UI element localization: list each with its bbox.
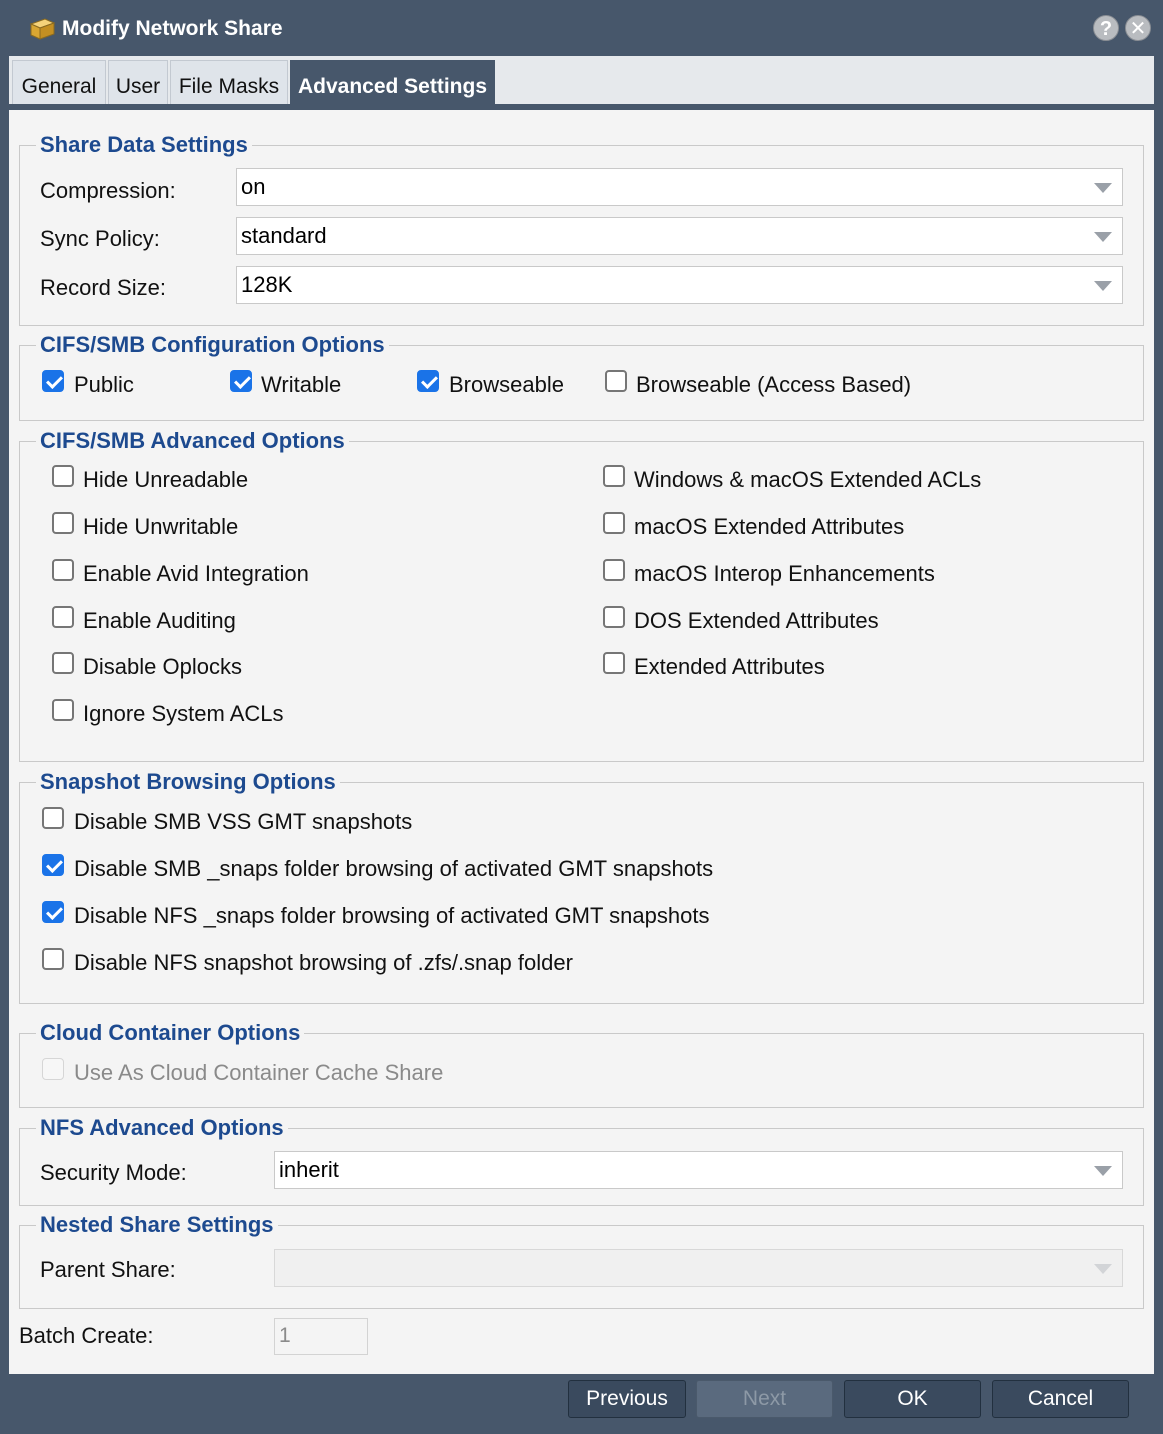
chevron-down-icon[interactable]	[1094, 281, 1112, 291]
sync-policy-label: Sync Policy:	[40, 226, 160, 251]
tab-strip	[9, 56, 1154, 110]
writable-checkbox[interactable]	[230, 370, 252, 392]
network-share-icon	[28, 16, 56, 42]
nested-share-group	[19, 1212, 1144, 1309]
nfs-advanced-group	[19, 1115, 1144, 1206]
sync-policy-value: standard	[241, 223, 327, 248]
browseable-access-based-label: Browseable (Access Based)	[636, 372, 912, 397]
public-checkbox[interactable]	[42, 370, 64, 392]
enable-avid-integration-checkbox[interactable]	[52, 559, 74, 581]
close-icon[interactable]: ✕	[1125, 15, 1151, 41]
cancel-button[interactable]: Cancel	[992, 1380, 1129, 1418]
nfs-advanced-legend: NFS Advanced Options	[36, 1114, 288, 1142]
record-size-select[interactable]	[236, 266, 1123, 304]
tab-user[interactable]: User	[108, 60, 168, 106]
enable-avid-integration-label: Enable Avid Integration	[83, 561, 309, 586]
tab-underline	[9, 104, 1154, 110]
parent-share-label: Parent Share:	[40, 1257, 176, 1282]
cifs-config-legend: CIFS/SMB Configuration Options	[36, 331, 389, 359]
compression-label: Compression:	[40, 178, 176, 203]
dos-extended-attributes-checkbox[interactable]	[603, 606, 625, 628]
dos-extended-attributes-label: DOS Extended Attributes	[634, 608, 879, 633]
extended-attributes-label: Extended Attributes	[634, 654, 825, 679]
hide-unreadable-label: Hide Unreadable	[83, 467, 249, 492]
snapshot-browsing-legend: Snapshot Browsing Options	[36, 768, 340, 796]
dialog-footer	[0, 1374, 1163, 1434]
previous-button[interactable]: Previous	[568, 1380, 686, 1418]
cifs-advanced-legend: CIFS/SMB Advanced Options	[36, 427, 349, 455]
macos-extended-attributes-checkbox[interactable]	[603, 512, 625, 534]
disable-nfs-zfs-snap-checkbox[interactable]	[42, 948, 64, 970]
tab-file-masks[interactable]: File Masks	[170, 60, 288, 106]
browseable-label: Browseable	[449, 372, 564, 397]
cloud-container-legend: Cloud Container Options	[36, 1019, 304, 1047]
ok-button[interactable]: OK	[844, 1380, 981, 1418]
chevron-down-icon[interactable]	[1094, 232, 1112, 242]
cloud-cache-share-checkbox	[42, 1058, 64, 1080]
cifs-advanced-group	[19, 428, 1144, 762]
ignore-system-acls-label: Ignore System ACLs	[83, 701, 284, 726]
cloud-container-group	[19, 1020, 1144, 1108]
extended-attributes-checkbox[interactable]	[603, 652, 625, 674]
disable-smb-snaps-checkbox[interactable]	[42, 854, 64, 876]
security-mode-label: Security Mode:	[40, 1160, 187, 1185]
sync-policy-select[interactable]	[236, 217, 1123, 255]
hide-unwritable-label: Hide Unwritable	[83, 514, 239, 539]
share-data-settings-group	[19, 132, 1144, 326]
compression-select[interactable]	[236, 168, 1123, 206]
macos-interop-enhancements-label: macOS Interop Enhancements	[634, 561, 935, 586]
cifs-config-group	[19, 332, 1144, 421]
ignore-system-acls-checkbox[interactable]	[52, 699, 74, 721]
chevron-down-icon[interactable]	[1094, 1166, 1112, 1176]
hide-unwritable-checkbox[interactable]	[52, 512, 74, 534]
record-size-label: Record Size:	[40, 275, 166, 300]
browseable-access-based-checkbox[interactable]	[605, 370, 627, 392]
batch-create-input: 1	[274, 1318, 368, 1355]
next-button: Next	[696, 1380, 833, 1418]
share-data-settings-legend: Share Data Settings	[36, 131, 252, 159]
cloud-cache-share-label: Use As Cloud Container Cache Share	[74, 1060, 444, 1085]
nested-share-legend: Nested Share Settings	[36, 1211, 278, 1239]
macos-extended-attributes-label: macOS Extended Attributes	[634, 514, 905, 539]
disable-nfs-snaps-checkbox[interactable]	[42, 901, 64, 923]
record-size-value: 128K	[241, 272, 293, 297]
disable-smb-snaps-label: Disable SMB _snaps folder browsing of activated GMT snapshots	[74, 856, 714, 881]
tab-advanced-settings[interactable]: Advanced Settings	[290, 60, 495, 106]
disable-oplocks-checkbox[interactable]	[52, 652, 74, 674]
disable-smb-vss-gmt-checkbox[interactable]	[42, 807, 64, 829]
windows-macos-extended-acls-label: Windows & macOS Extended ACLs	[634, 467, 982, 492]
windows-macos-extended-acls-checkbox[interactable]	[603, 465, 625, 487]
chevron-down-icon[interactable]	[1094, 183, 1112, 193]
macos-interop-enhancements-checkbox[interactable]	[603, 559, 625, 581]
hide-unreadable-checkbox[interactable]	[52, 465, 74, 487]
compression-value: on	[241, 174, 266, 199]
batch-create-label: Batch Create:	[19, 1323, 154, 1348]
security-mode-select[interactable]	[274, 1151, 1123, 1189]
security-mode-value: inherit	[279, 1157, 339, 1182]
snapshot-browsing-group	[19, 769, 1144, 1004]
enable-auditing-label: Enable Auditing	[83, 608, 236, 633]
chevron-down-icon	[1094, 1264, 1112, 1274]
enable-auditing-checkbox[interactable]	[52, 606, 74, 628]
disable-nfs-zfs-snap-label: Disable NFS snapshot browsing of .zfs/.snap folder	[74, 950, 573, 975]
help-icon[interactable]: ?	[1093, 15, 1119, 41]
title-bar[interactable]	[0, 0, 1163, 56]
tab-general[interactable]: General	[12, 60, 106, 106]
dialog-body	[9, 56, 1154, 1374]
dialog-title: Modify Network Share	[62, 17, 283, 40]
browseable-checkbox[interactable]	[417, 370, 439, 392]
disable-oplocks-label: Disable Oplocks	[83, 654, 242, 679]
public-label: Public	[74, 372, 134, 397]
parent-share-select	[274, 1249, 1123, 1287]
disable-nfs-snaps-label: Disable NFS _snaps folder browsing of activated GMT snapshots	[74, 903, 710, 928]
writable-label: Writable	[261, 372, 342, 397]
disable-smb-vss-gmt-label: Disable SMB VSS GMT snapshots	[74, 809, 413, 834]
